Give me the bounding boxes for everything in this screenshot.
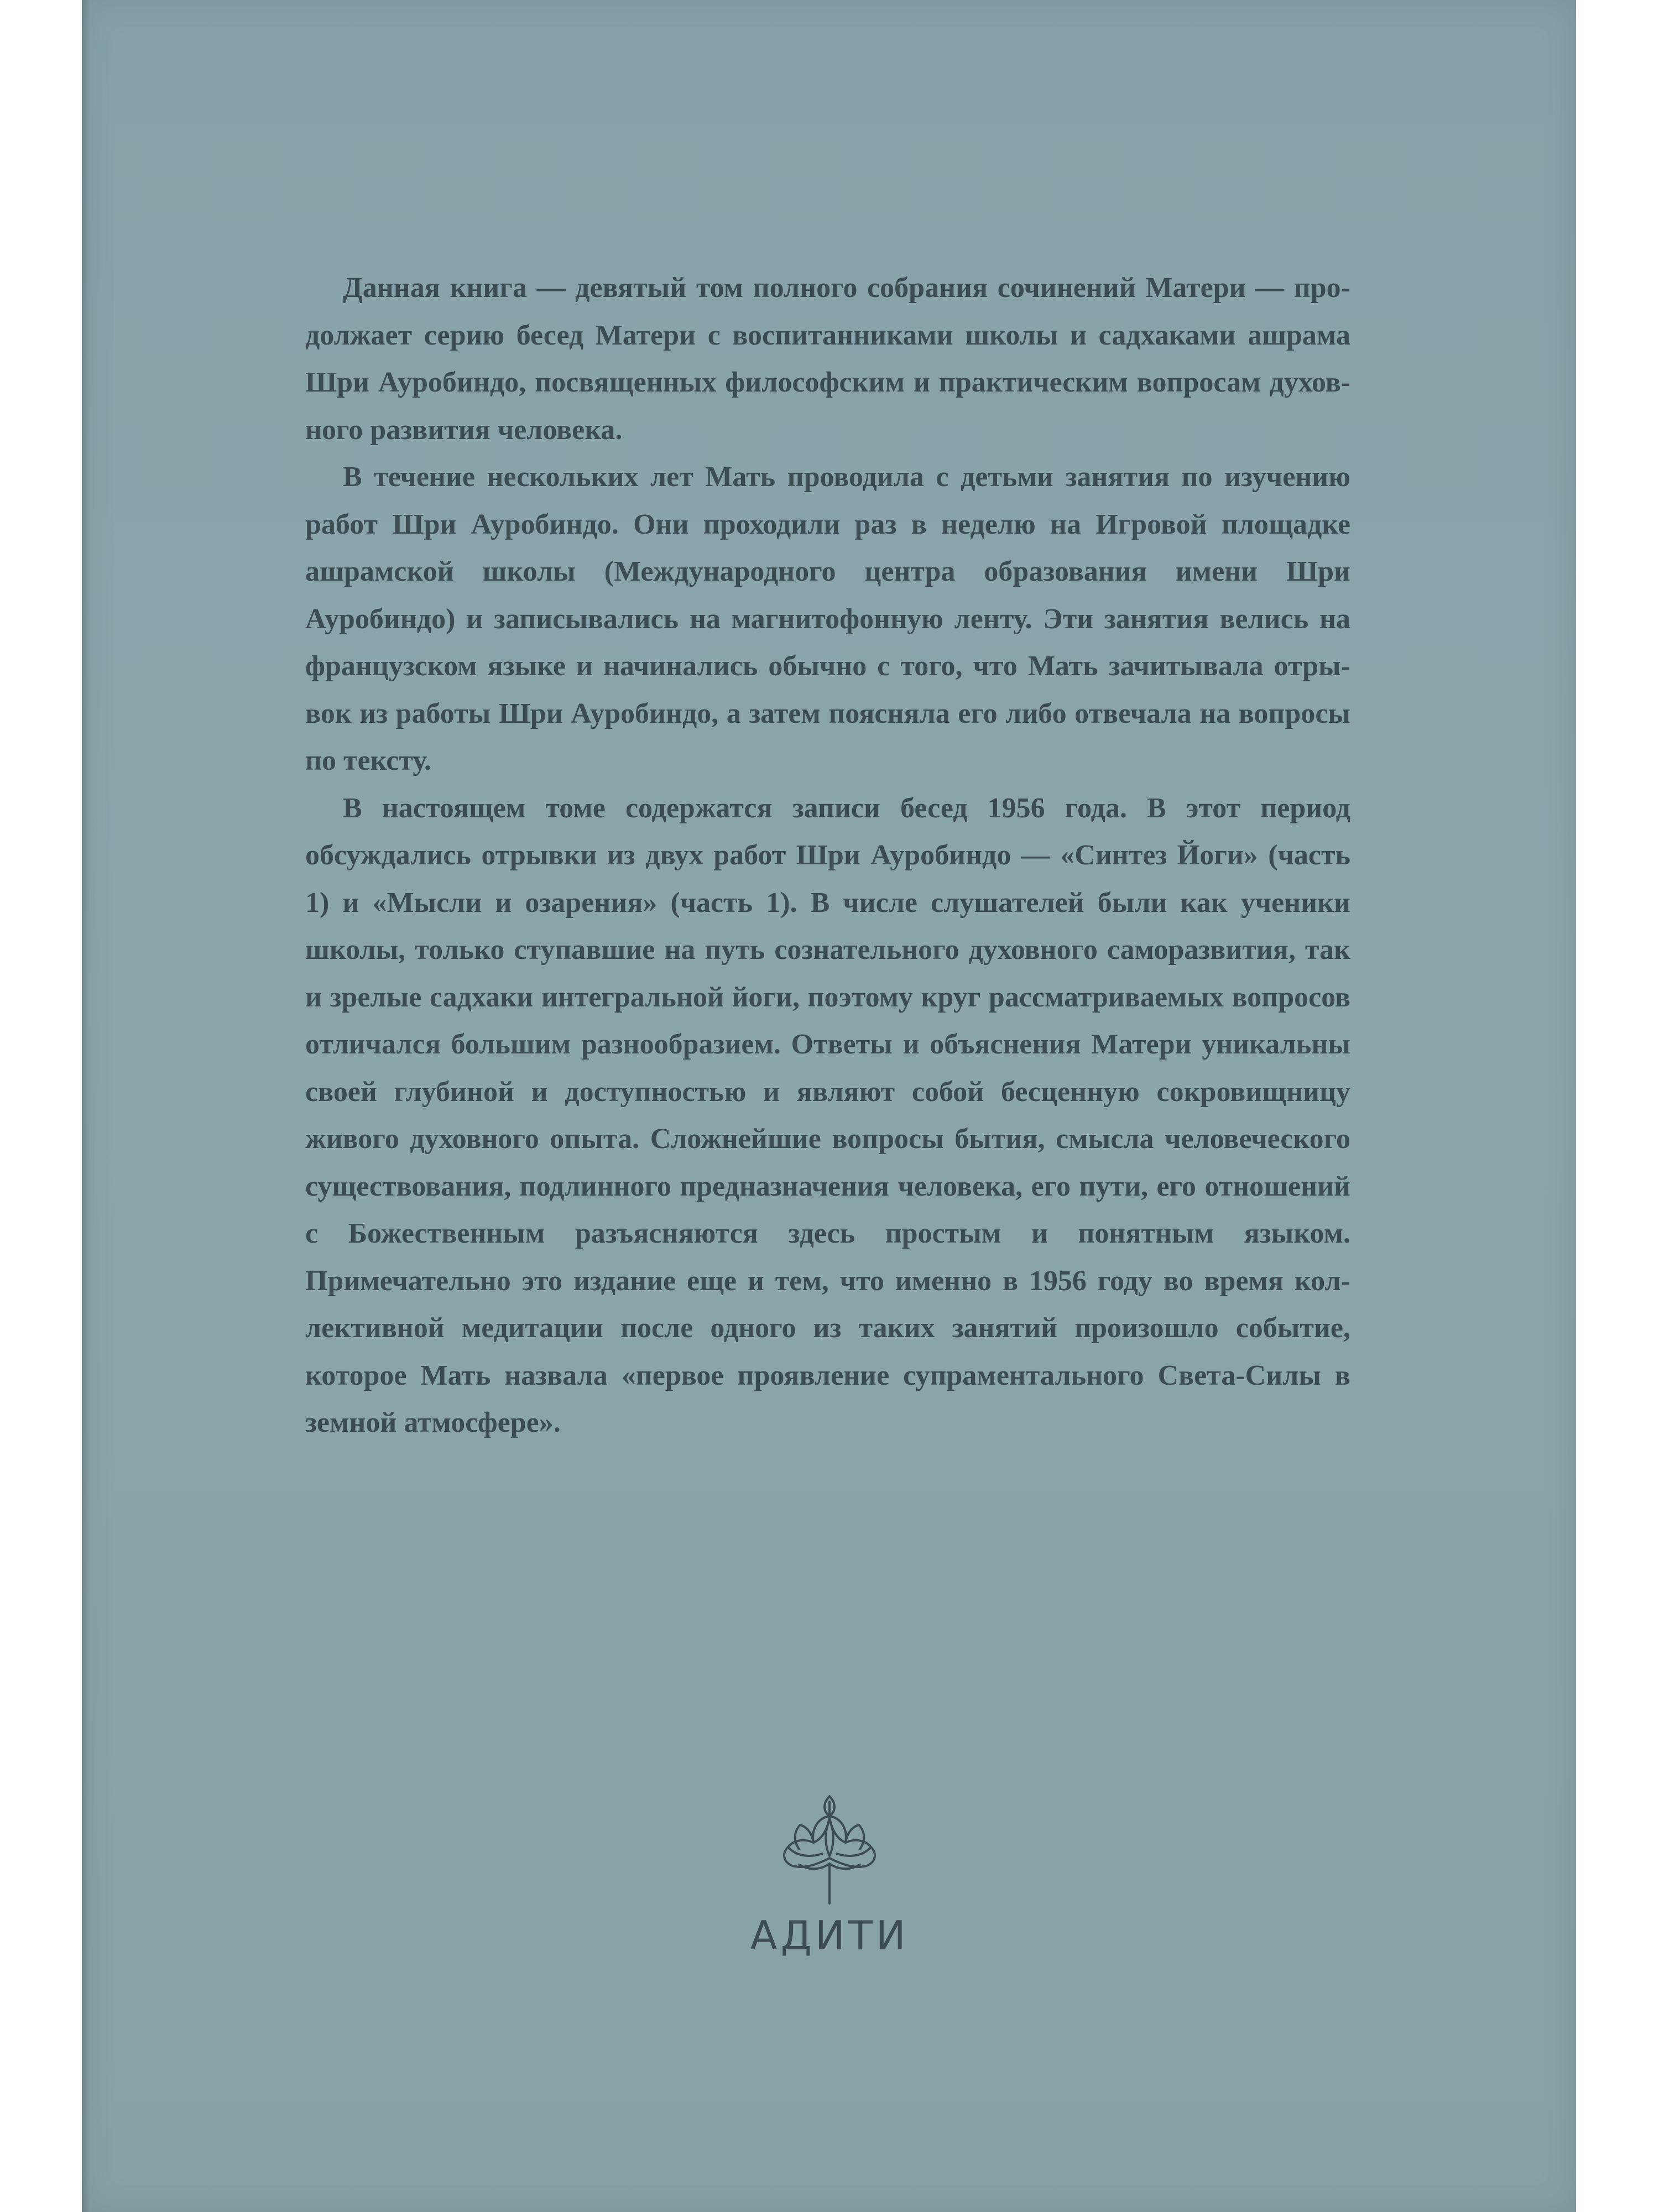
description-paragraph-2: В течение нескольких лет Мать проводила с детьми занятия по изучению работ Шри Ауробиндо. Они проходили раз в неделю на Игровой площадке ашрамской школы (Международного центра образования имени Шри Ауробиндо) и записывались на магнитофонную ленту. Эти занятия велись на французском языке и начинались обычно с того, что Мать зачитывала отрывок из работы Шри Ауробиндо, а затем поясняла его либо отвечала на вопросы по тексту. xyxy=(305,461,1350,776)
cover-description xyxy=(305,264,1350,1447)
publisher-block xyxy=(719,1792,940,1958)
publisher-name: АДИТИ xyxy=(750,1912,909,1959)
cover-edge-shadow xyxy=(82,0,90,2212)
description-paragraph-1: Данная книга — девятый том полного собрания сочинений Матери — продолжает серию бесед Матери с воспитанниками школы и садхаками ашрама Шри Ауробиндо, посвященных философским и практическим вопросам духовного развития человека. xyxy=(305,272,1350,446)
lotus-icon xyxy=(777,1792,882,1905)
description-paragraph-3: В настоящем томе содержатся записи бесед 1956 года. В этот период обсуждались отрывки из двух работ Шри Ауробиндо — «Синтез Йоги» (часть 1) и «Мысли и озарения» (часть 1). В числе слушателей были как ученики школы, только ступавшие на путь сознательного духовного саморазвития, так и зрелые садхаки интегральной йоги, поэтому круг рассматриваемых вопросов отличался большим разнообразием. Ответы и объяснения Матери уникальны своей глубиной и доступностью и являют собой бесценную сокровищницу живого духовного опыта. Сложнейшие вопросы бытия, смысла человеческого существования, подлинного предназначения человека, его пути, его отношений с Божественным разъясняются здесь простым и понятным языком. Примечательно это издание еще и тем, что именно в 1956 году во время коллективной медитации после одного из таких занятий произошло событие, которое Мать назвала «первое проявление супраментального Света-Силы в земной атмосфере». xyxy=(305,792,1350,1438)
